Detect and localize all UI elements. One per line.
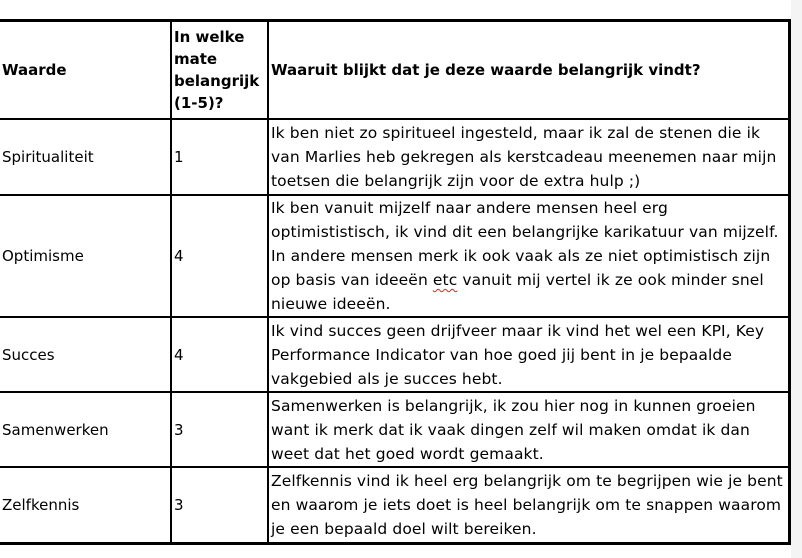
table-row [0,317,788,392]
values-table-container [0,19,791,545]
table-row [0,119,788,195]
row-evidence: Ik vind succes geen drijfveer maar ik vind het wel een KPI, Key Performance Indicator van hoe goed jij bent in je bepaalde vakgebied als je succes hebt. [268,317,788,392]
header-value: Waarde [0,22,171,119]
values-table [0,22,788,542]
evidence-text-part: Ik ben vanuit mijzelf naar andere mensen heel erg optimististisch, ik vind dit een belangrijke karikatuur van mijzelf. In andere mensen merk ik ook vaak als ze niet optimistisch zijn op basis van ideeën [271,199,779,289]
header-row [0,22,788,119]
row-score: 4 [171,195,268,317]
row-score: 4 [171,317,268,392]
row-value: Zelfkennis [0,467,171,542]
spellcheck-flagged-word[interactable]: etc [432,271,458,289]
page-gutter [791,0,802,558]
row-score: 1 [171,119,268,195]
row-evidence [268,195,788,317]
row-value: Optimisme [0,195,171,317]
row-value: Spiritualiteit [0,119,171,195]
row-value: Samenwerken [0,392,171,467]
header-importance: In welke mate belangrijk (1-5)? [171,22,268,119]
table-row [0,392,788,467]
header-evidence: Waaruit blijkt dat je deze waarde belangrijk vindt? [268,22,788,119]
row-evidence: Samenwerken is belangrijk, ik zou hier nog in kunnen groeien want ik merk dat ik vaak dingen zelf wil maken omdat ik dan weet dat het goed wordt gemaakt. [268,392,788,467]
table-row [0,467,788,542]
table-row [0,195,788,317]
row-evidence: Zelfkennis vind ik heel erg belangrijk om te begrijpen wie je bent en waarom je iets doet is heel belangrijk om te snappen waarom je een bepaald doel wilt bereiken. [268,467,788,542]
row-value: Succes [0,317,171,392]
row-score: 3 [171,467,268,542]
evidence-text-part: vanuit mij vertel ik ze ook minder snel nieuwe ideeën. [271,271,764,313]
row-evidence: Ik ben niet zo spiritueel ingesteld, maar ik zal de stenen die ik van Marlies heb gekregen als kerstcadeau meenemen naar mijn toetsen die belangrijk zijn voor de extra hulp ;) [268,119,788,195]
row-score: 3 [171,392,268,467]
